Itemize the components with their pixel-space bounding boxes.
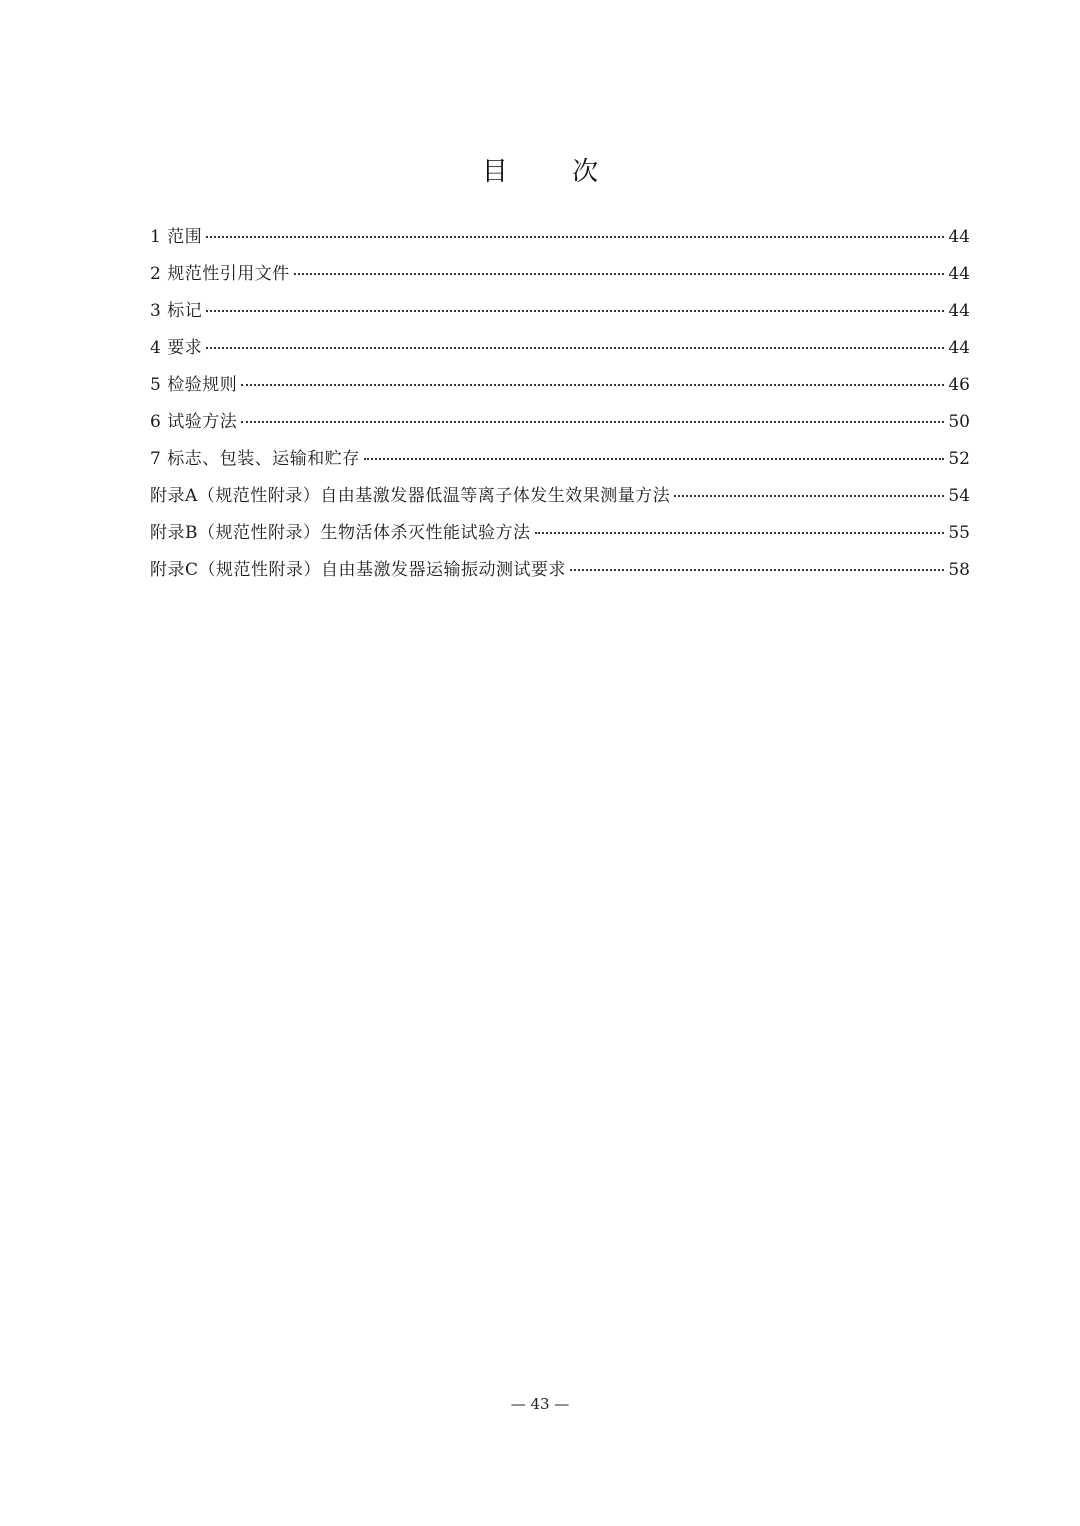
toc-item-page: 52 <box>948 449 970 469</box>
toc-item-page: 46 <box>948 375 970 395</box>
toc-item-requirements[interactable] <box>150 333 970 370</box>
toc-item-label: 3 标记 <box>150 301 203 321</box>
page-number: — 43 — <box>510 1395 570 1413</box>
dot-leader <box>674 494 944 497</box>
toc-item-label: 5 检验规则 <box>150 375 238 395</box>
toc-item-page: 54 <box>948 486 970 506</box>
dot-leader <box>206 309 944 312</box>
dot-leader <box>206 235 944 238</box>
toc-item-page: 44 <box>948 338 970 358</box>
toc-item-label: 1 范围 <box>150 227 203 247</box>
dot-leader <box>364 457 945 460</box>
dot-leader <box>294 272 945 275</box>
toc-item-label: 6 试验方法 <box>150 412 238 432</box>
dot-leader <box>535 531 945 534</box>
toc-item-normative-references[interactable] <box>150 259 970 296</box>
toc-item-label: 2 规范性引用文件 <box>150 264 290 284</box>
toc-item-page: 58 <box>948 560 970 580</box>
toc-item-page: 55 <box>948 523 970 543</box>
toc-item-page: 44 <box>948 301 970 321</box>
toc-item-label: 附录A（规范性附录）自由基激发器低温等离子体发生效果测量方法 <box>150 486 671 506</box>
toc-item-label: 附录C（规范性附录）自由基激发器运输振动测试要求 <box>150 560 567 580</box>
toc-item-page: 44 <box>948 227 970 247</box>
dot-leader <box>241 420 944 423</box>
toc-item-label: 4 要求 <box>150 338 203 358</box>
table-of-contents <box>150 222 970 592</box>
toc-item-marking[interactable] <box>150 296 970 333</box>
toc-item-inspection-rules[interactable] <box>150 370 970 407</box>
toc-item-page: 50 <box>948 412 970 432</box>
toc-item-appendix-c[interactable] <box>150 555 970 592</box>
toc-item-appendix-a[interactable] <box>150 481 970 518</box>
toc-item-scope[interactable] <box>150 222 970 259</box>
toc-item-label: 附录B（规范性附录）生物活体杀灭性能试验方法 <box>150 523 531 543</box>
toc-item-test-methods[interactable] <box>150 407 970 444</box>
toc-item-label: 7 标志、包装、运输和贮存 <box>150 449 360 469</box>
toc-item-marking-packaging-transport-storage[interactable] <box>150 444 970 481</box>
toc-item-appendix-b[interactable] <box>150 518 970 555</box>
dot-leader <box>570 568 944 571</box>
dot-leader <box>206 346 944 349</box>
page-title: 目 次 <box>481 157 627 187</box>
toc-item-page: 44 <box>948 264 970 284</box>
dot-leader <box>241 383 944 386</box>
